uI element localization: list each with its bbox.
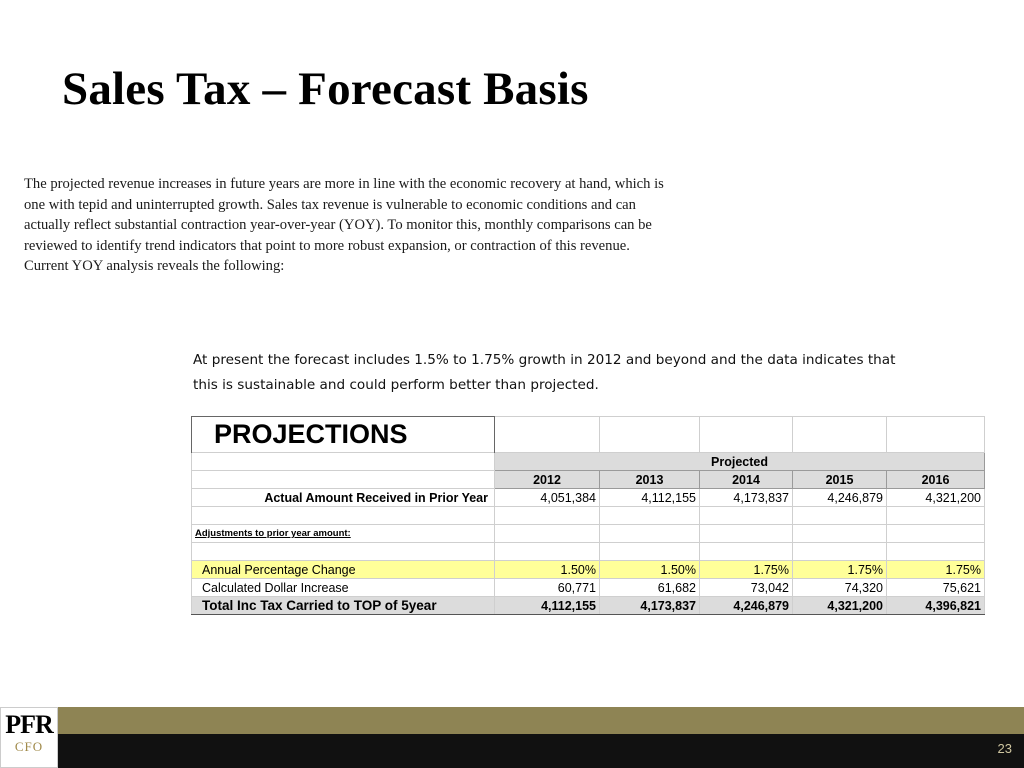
- dollar-increase-row: [192, 579, 985, 597]
- projected-header-row: [192, 453, 985, 471]
- table-cell: 1.75%: [887, 561, 985, 579]
- intro-line: Current YOY analysis reveals the following:: [24, 258, 285, 274]
- year-header: 2012: [495, 471, 600, 489]
- row-label: Calculated Dollar Increase: [192, 579, 495, 597]
- table-cell: 74,320: [793, 579, 887, 597]
- table-cell: 61,682: [600, 579, 700, 597]
- table-cell: 4,321,200: [793, 597, 887, 615]
- table-title-row: [192, 417, 985, 453]
- table-cell: 4,173,837: [600, 597, 700, 615]
- intro-line: actually reflect substantial contraction year-over-year (YOY). To monitor this, monthly comparisons can be: [24, 217, 652, 233]
- table-cell: 4,321,200: [887, 489, 985, 507]
- table-cell: 60,771: [495, 579, 600, 597]
- page-number: 23: [997, 741, 1012, 756]
- year-header: 2016: [887, 471, 985, 489]
- table-cell: 4,246,879: [793, 489, 887, 507]
- forecast-paragraph: [193, 348, 983, 398]
- table-cell: 1.50%: [600, 561, 700, 579]
- table-cell: 4,051,384: [495, 489, 600, 507]
- intro-line: one with tepid and uninterrupted growth. Sales tax revenue is vulnerable to economic conditions and can: [24, 196, 636, 213]
- table-cell: 4,396,821: [887, 597, 985, 615]
- year-header-row: [192, 471, 985, 489]
- table-cell: 75,621: [887, 579, 985, 597]
- total-row: [192, 597, 985, 615]
- table-cell: 1.75%: [700, 561, 793, 579]
- table-cell: 4,246,879: [700, 597, 793, 615]
- table-cell: 1.50%: [495, 561, 600, 579]
- row-label: Annual Percentage Change: [192, 561, 495, 579]
- row-label: Actual Amount Received in Prior Year: [192, 489, 495, 507]
- pfr-logo: [0, 707, 58, 768]
- year-header: 2015: [793, 471, 887, 489]
- adjustments-row: [192, 525, 985, 543]
- footer-accent-bar: [0, 707, 1024, 734]
- adjustments-label: Adjustments to prior year amount:: [192, 525, 495, 543]
- projections-title: PROJECTIONS: [192, 417, 495, 453]
- year-header: 2014: [700, 471, 793, 489]
- logo-text: PFR: [5, 710, 53, 739]
- actual-amount-row: [192, 489, 985, 507]
- table-cell: 73,042: [700, 579, 793, 597]
- table-cell: 4,112,155: [495, 597, 600, 615]
- table-cell: 4,112,155: [600, 489, 700, 507]
- projections-table: [191, 416, 985, 615]
- intro-line: The projected revenue increases in future years are more in line with the economic recovery at hand, which is: [24, 176, 664, 192]
- forecast-line: At present the forecast includes 1.5% to 1.75% growth in 2012 and beyond and the data indicates that: [193, 352, 896, 368]
- table-cell: 4,173,837: [700, 489, 793, 507]
- row-label: Total Inc Tax Carried to TOP of 5year: [192, 597, 495, 615]
- annual-percentage-row: [192, 561, 985, 579]
- slide-title: Sales Tax – Forecast Basis: [62, 63, 589, 115]
- logo-subtext: CFO: [14, 739, 44, 754]
- footer-bar: [0, 734, 1024, 768]
- intro-paragraph: [24, 174, 804, 277]
- forecast-line: this is sustainable and could perform better than projected.: [193, 377, 599, 393]
- year-header: 2013: [600, 471, 700, 489]
- table-cell: 1.75%: [793, 561, 887, 579]
- projected-header: Projected: [495, 453, 985, 471]
- intro-line: reviewed to identify trend indicators that point to more robust expansion, or contraction of this revenue.: [24, 237, 630, 254]
